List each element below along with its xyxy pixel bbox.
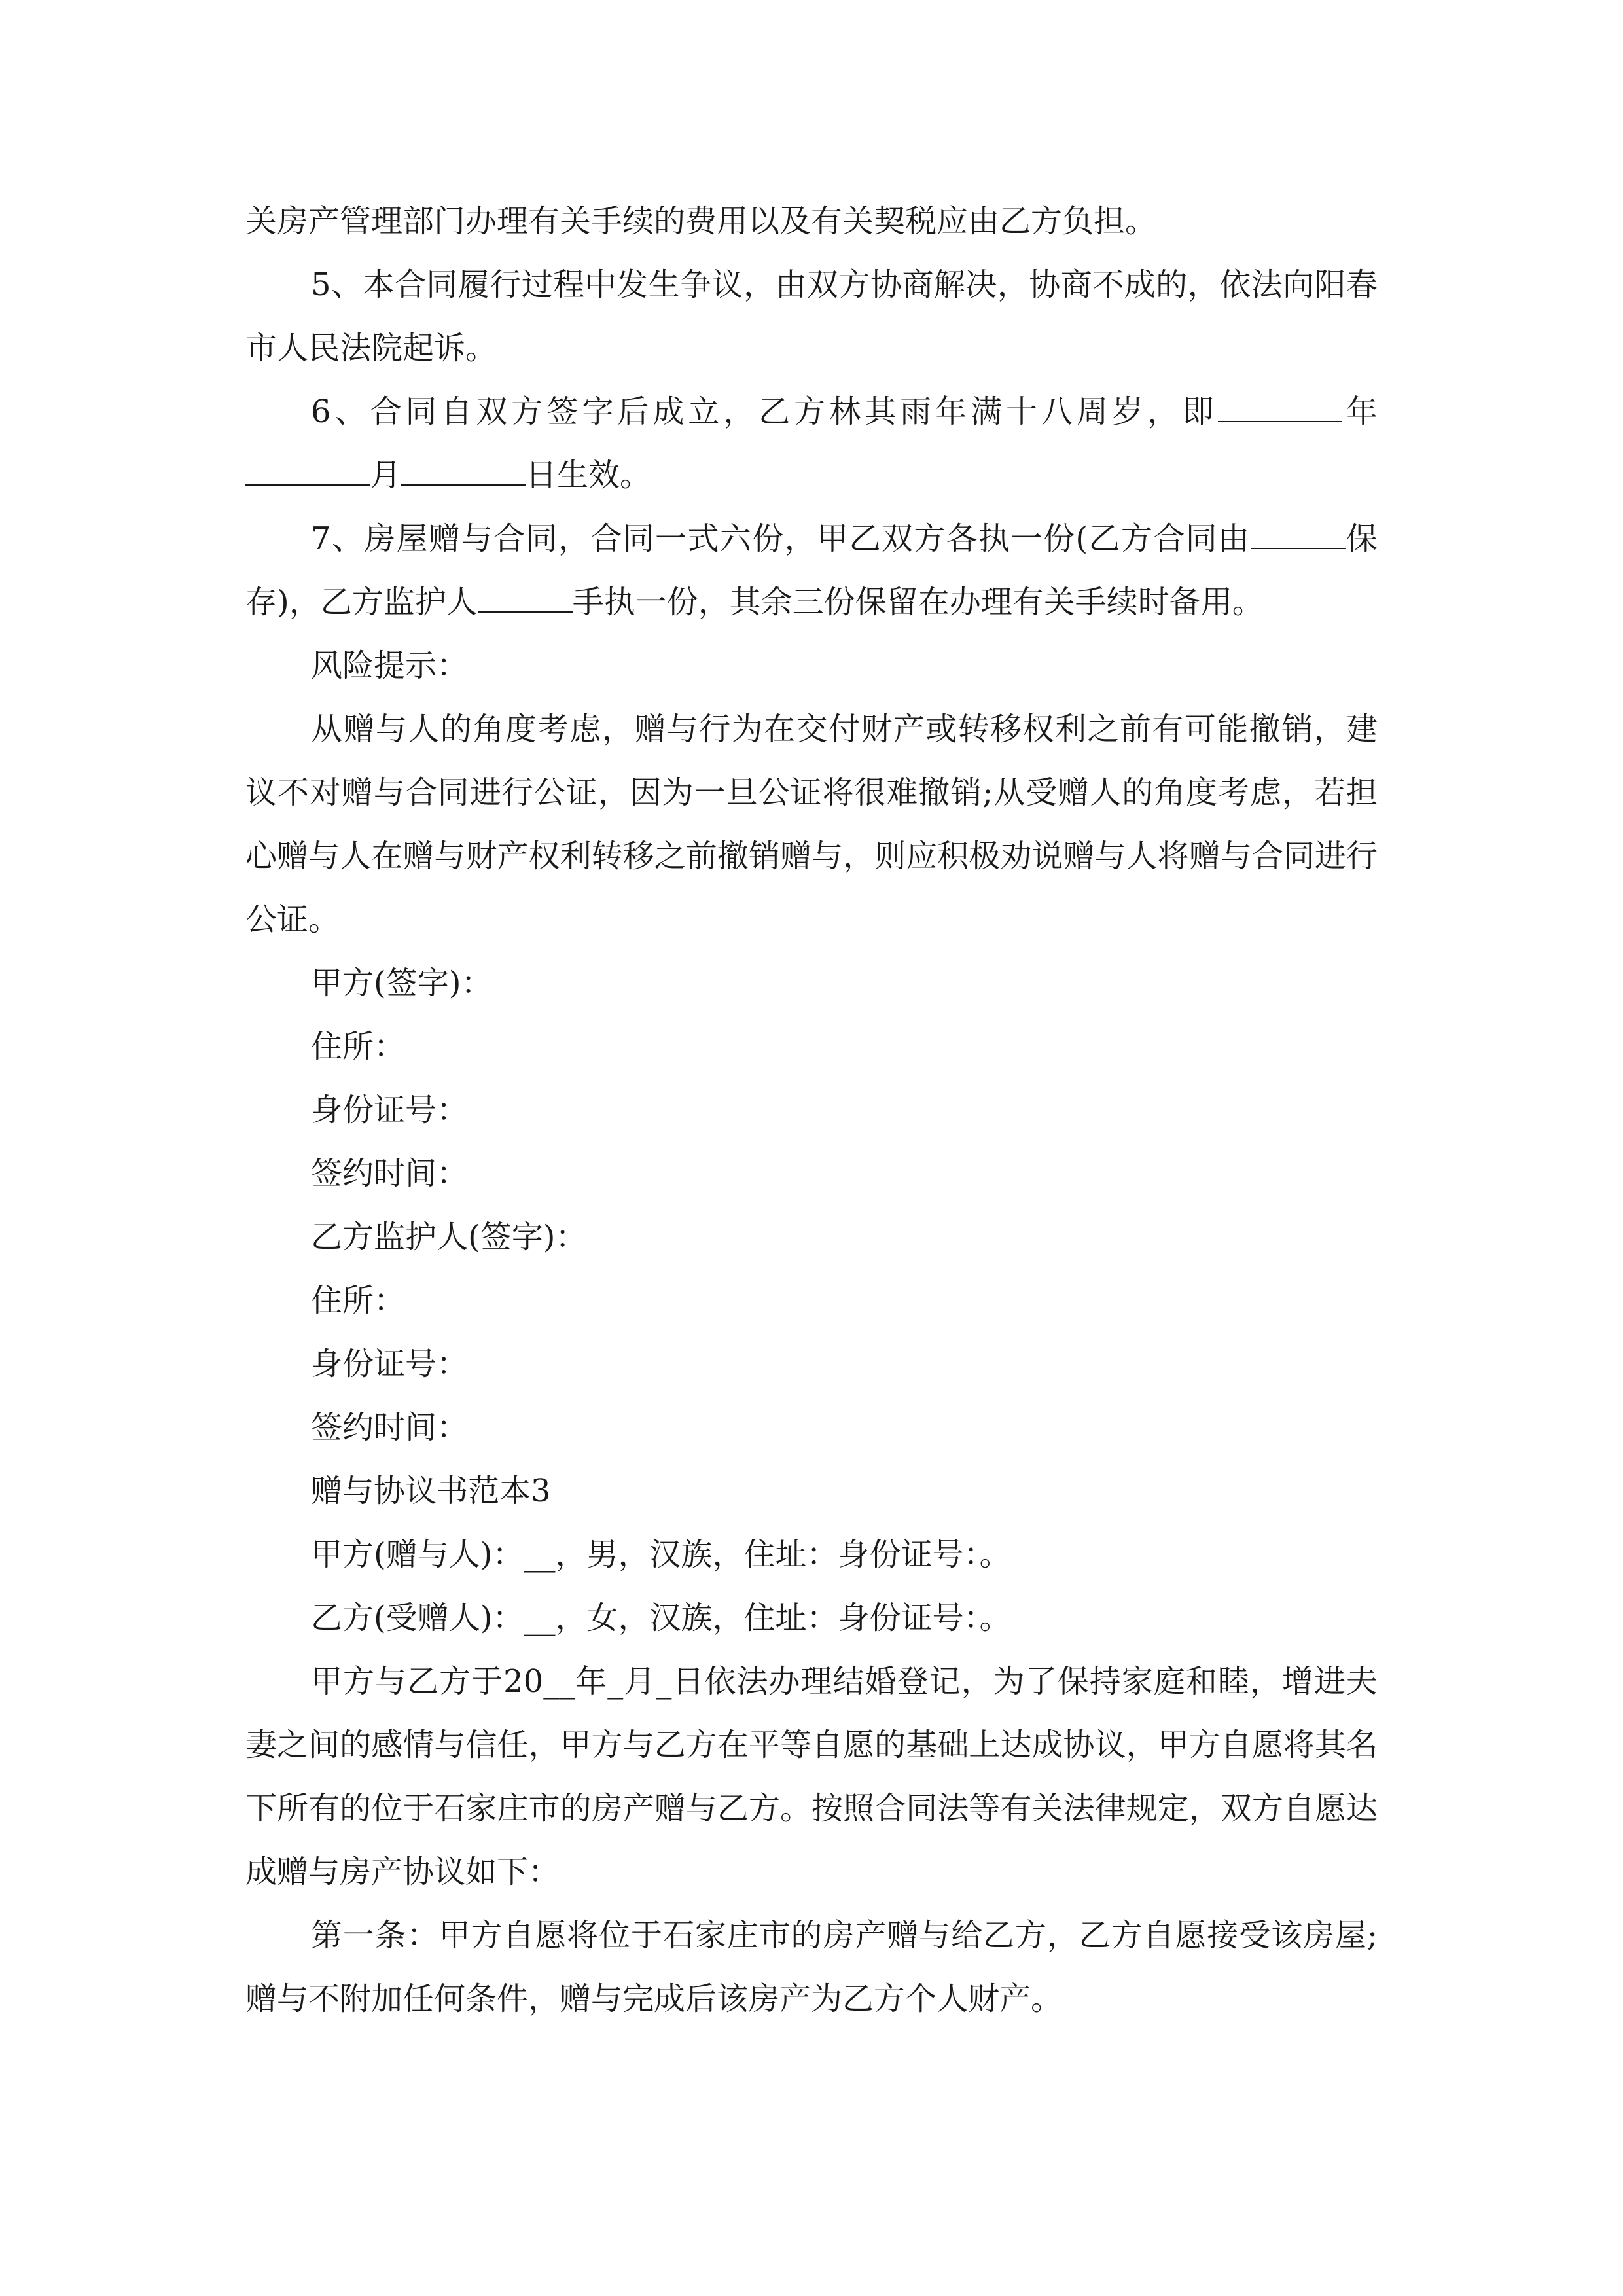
clause-7-copies xyxy=(245,507,1378,634)
text-day-effective: 日生效。 xyxy=(526,457,652,493)
blank-keeper xyxy=(1251,522,1346,549)
text-clause-5: 5、本合同履行过程中发生争议，由双方协商解决，协商不成的，依法向阳春市人民法院起诉。 xyxy=(245,266,1378,367)
text-donee-info: 乙方(受赠人)：__，女，汉族，住址：身份证号：。 xyxy=(311,1600,1011,1636)
blank-year xyxy=(1218,395,1342,422)
clause-6-effective xyxy=(245,380,1378,507)
donee-info xyxy=(245,1587,1378,1650)
clause-5-dispute xyxy=(245,253,1378,380)
document-page xyxy=(245,190,1378,2031)
text-fees: 关房产管理部门办理有关手续的费用以及有关契税应由乙方负担。 xyxy=(245,203,1157,240)
article-1 xyxy=(245,1904,1378,2031)
text-clause-7-mid: 保存)，乙方监护人 xyxy=(245,520,1378,620)
text-clause-7-end: 手执一份，其余三份保留在办理有关手续时备用。 xyxy=(572,584,1264,620)
party-a-date xyxy=(245,1142,1378,1206)
text-clause-6-start: 6、合同自双方签字后成立，乙方林其雨年满十八周岁，即 xyxy=(311,393,1218,430)
text-party-b-date: 签约时间： xyxy=(311,1409,469,1446)
text-party-b-sign: 乙方监护人(签字)： xyxy=(311,1219,587,1255)
party-b-id xyxy=(245,1333,1378,1396)
blank-month xyxy=(245,458,370,486)
text-party-a-id: 身份证号： xyxy=(311,1092,469,1128)
text-month: 月 xyxy=(370,457,402,493)
risk-heading xyxy=(245,634,1378,698)
text-preamble: 甲方与乙方于20__年_月_日依法办理结婚登记，为了保持家庭和睦，增进夫妻之间的感情与信任，甲方与乙方在平等自愿的基础上达成协议，甲方自愿将其名下所有的位于石家庄市的房产赠与乙方。按照合同法等有关法律规定，双方自愿达成赠与房产协议如下： xyxy=(245,1663,1378,1890)
party-b-address xyxy=(245,1269,1378,1333)
text-year: 年 xyxy=(1342,393,1378,430)
paragraph-fees-continued xyxy=(245,190,1378,253)
text-article-1: 第一条：甲方自愿将位于石家庄市的房产赠与给乙方，乙方自愿接受该房屋;赠与不附加任何条件，赠与完成后该房产为乙方个人财产。 xyxy=(245,1917,1378,2017)
blank-guardian xyxy=(478,585,573,613)
text-template-3-title: 赠与协议书范本3 xyxy=(311,1473,551,1509)
party-b-date xyxy=(245,1396,1378,1460)
party-b-guardian-signature xyxy=(245,1206,1378,1269)
text-party-b-address: 住所： xyxy=(311,1282,406,1319)
blank-day xyxy=(401,458,526,486)
text-party-a-date: 签约时间： xyxy=(311,1155,469,1192)
text-party-b-id: 身份证号： xyxy=(311,1346,469,1382)
text-clause-7-start: 7、房屋赠与合同，合同一式六份，甲乙双方各执一份(乙方合同由 xyxy=(311,520,1251,557)
party-a-signature xyxy=(245,952,1378,1015)
party-a-id xyxy=(245,1079,1378,1142)
text-donor-info: 甲方(赠与人)：__，男，汉族，住址：身份证号：。 xyxy=(311,1536,1011,1573)
donor-info xyxy=(245,1523,1378,1587)
risk-body xyxy=(245,698,1378,952)
text-risk-body: 从赠与人的角度考虑，赠与行为在交付财产或转移权利之前有可能撤销，建议不对赠与合同进行公证，因为一旦公证将很难撤销;从受赠人的角度考虑，若担心赠与人在赠与财产权利转移之前撤销赠与，则应积极劝说赠与人将赠与合同进行公证。 xyxy=(245,711,1378,938)
text-party-a-sign: 甲方(签字)： xyxy=(311,965,493,1001)
text-risk-heading: 风险提示： xyxy=(311,647,469,684)
party-a-address xyxy=(245,1015,1378,1079)
text-party-a-address: 住所： xyxy=(311,1028,406,1065)
preamble xyxy=(245,1650,1378,1904)
section-title-template-3 xyxy=(245,1460,1378,1523)
